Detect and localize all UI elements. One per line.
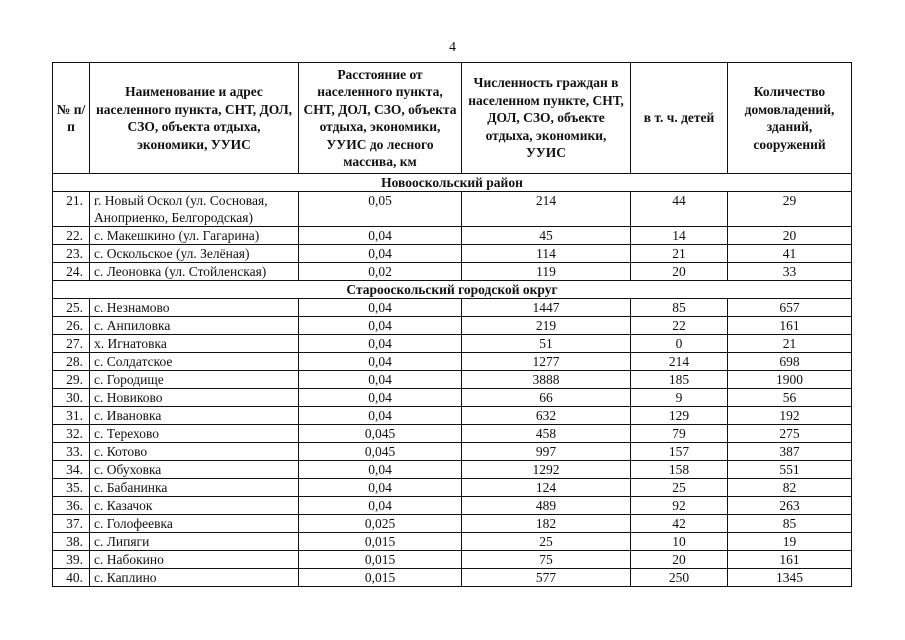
table-row xyxy=(53,497,852,515)
buildings-cell: 161 xyxy=(728,317,852,335)
buildings-cell: 161 xyxy=(728,551,852,569)
header-distance: Расстояние от населенного пункта, СНТ, ДОЛ, СЗО, объекта отдыха, экономики, УУИС до лесного массива, км xyxy=(299,63,462,174)
population-cell: 45 xyxy=(462,227,631,245)
settlement-name-cell: с. Голофеевка xyxy=(90,515,299,533)
population-cell: 1292 xyxy=(462,461,631,479)
distance-cell: 0,04 xyxy=(299,389,462,407)
settlement-name-cell: с. Оскольское (ул. Зелёная) xyxy=(90,245,299,263)
children-cell: 250 xyxy=(631,569,728,587)
children-cell: 79 xyxy=(631,425,728,443)
header-children: в т. ч. детей xyxy=(631,63,728,174)
children-cell: 20 xyxy=(631,551,728,569)
row-number-cell: 32. xyxy=(53,425,90,443)
table-body xyxy=(53,174,852,587)
buildings-cell: 192 xyxy=(728,407,852,425)
row-number-cell: 31. xyxy=(53,407,90,425)
buildings-cell: 21 xyxy=(728,335,852,353)
children-cell: 214 xyxy=(631,353,728,371)
children-cell: 20 xyxy=(631,263,728,281)
buildings-cell: 1345 xyxy=(728,569,852,587)
section-row xyxy=(53,281,852,299)
distance-cell: 0,05 xyxy=(299,192,462,227)
section-row xyxy=(53,174,852,192)
buildings-cell: 387 xyxy=(728,443,852,461)
buildings-cell: 263 xyxy=(728,497,852,515)
table-row xyxy=(53,192,852,227)
header-buildings: Количество домовладений, зданий, сооружений xyxy=(728,63,852,174)
page-number: 4 xyxy=(449,40,456,55)
population-cell: 182 xyxy=(462,515,631,533)
settlement-name-cell: с. Городище xyxy=(90,371,299,389)
settlement-name-cell: с. Бабанинка xyxy=(90,479,299,497)
population-cell: 75 xyxy=(462,551,631,569)
population-cell: 577 xyxy=(462,569,631,587)
settlement-name-cell: с. Ивановка xyxy=(90,407,299,425)
population-cell: 119 xyxy=(462,263,631,281)
distance-cell: 0,015 xyxy=(299,533,462,551)
table-row xyxy=(53,425,852,443)
settlement-name-cell: с. Новиково xyxy=(90,389,299,407)
children-cell: 158 xyxy=(631,461,728,479)
header-population: Численность граждан в населенном пункте, СНТ, ДОЛ, СЗО, объекте отдыха, экономики, УУИС xyxy=(462,63,631,174)
children-cell: 14 xyxy=(631,227,728,245)
row-number-cell: 36. xyxy=(53,497,90,515)
buildings-cell: 41 xyxy=(728,245,852,263)
row-number-cell: 40. xyxy=(53,569,90,587)
buildings-cell: 1900 xyxy=(728,371,852,389)
buildings-cell: 56 xyxy=(728,389,852,407)
distance-cell: 0,04 xyxy=(299,353,462,371)
table-row xyxy=(53,461,852,479)
population-cell: 25 xyxy=(462,533,631,551)
settlements-table xyxy=(52,62,852,587)
distance-cell: 0,015 xyxy=(299,551,462,569)
row-number-cell: 34. xyxy=(53,461,90,479)
population-cell: 1447 xyxy=(462,299,631,317)
population-cell: 51 xyxy=(462,335,631,353)
children-cell: 25 xyxy=(631,479,728,497)
row-number-cell: 39. xyxy=(53,551,90,569)
children-cell: 9 xyxy=(631,389,728,407)
settlement-name-cell: с. Липяги xyxy=(90,533,299,551)
table-row xyxy=(53,569,852,587)
row-number-cell: 29. xyxy=(53,371,90,389)
table-row xyxy=(53,227,852,245)
row-number-cell: 23. xyxy=(53,245,90,263)
row-number-cell: 38. xyxy=(53,533,90,551)
distance-cell: 0,04 xyxy=(299,245,462,263)
distance-cell: 0,04 xyxy=(299,497,462,515)
settlement-name-cell: г. Новый Оскол (ул. Сосновая, Аноприенко, Белгородская) xyxy=(90,192,299,227)
row-number-cell: 28. xyxy=(53,353,90,371)
distance-cell: 0,025 xyxy=(299,515,462,533)
table-row xyxy=(53,533,852,551)
table-row xyxy=(53,263,852,281)
row-number-cell: 35. xyxy=(53,479,90,497)
population-cell: 3888 xyxy=(462,371,631,389)
population-cell: 219 xyxy=(462,317,631,335)
buildings-cell: 33 xyxy=(728,263,852,281)
population-cell: 997 xyxy=(462,443,631,461)
table-row xyxy=(53,389,852,407)
distance-cell: 0,04 xyxy=(299,461,462,479)
settlement-name-cell: с. Обуховка xyxy=(90,461,299,479)
population-cell: 214 xyxy=(462,192,631,227)
population-cell: 124 xyxy=(462,479,631,497)
header-number: № п/п xyxy=(53,63,90,174)
distance-cell: 0,04 xyxy=(299,407,462,425)
children-cell: 129 xyxy=(631,407,728,425)
settlement-name-cell: с. Котово xyxy=(90,443,299,461)
children-cell: 0 xyxy=(631,335,728,353)
settlement-name-cell: с. Леоновка (ул. Стойленская) xyxy=(90,263,299,281)
children-cell: 44 xyxy=(631,192,728,227)
row-number-cell: 33. xyxy=(53,443,90,461)
buildings-cell: 657 xyxy=(728,299,852,317)
settlement-name-cell: х. Игнатовка xyxy=(90,335,299,353)
children-cell: 10 xyxy=(631,533,728,551)
children-cell: 42 xyxy=(631,515,728,533)
settlement-name-cell: с. Солдатское xyxy=(90,353,299,371)
table-header-row xyxy=(53,63,852,174)
children-cell: 22 xyxy=(631,317,728,335)
buildings-cell: 85 xyxy=(728,515,852,533)
row-number-cell: 21. xyxy=(53,192,90,227)
row-number-cell: 24. xyxy=(53,263,90,281)
distance-cell: 0,02 xyxy=(299,263,462,281)
buildings-cell: 29 xyxy=(728,192,852,227)
children-cell: 21 xyxy=(631,245,728,263)
table-row xyxy=(53,443,852,461)
table-row xyxy=(53,479,852,497)
settlement-name-cell: с. Набокино xyxy=(90,551,299,569)
row-number-cell: 27. xyxy=(53,335,90,353)
population-cell: 632 xyxy=(462,407,631,425)
distance-cell: 0,04 xyxy=(299,479,462,497)
children-cell: 157 xyxy=(631,443,728,461)
settlement-name-cell: с. Казачок xyxy=(90,497,299,515)
row-number-cell: 25. xyxy=(53,299,90,317)
distance-cell: 0,04 xyxy=(299,335,462,353)
buildings-cell: 19 xyxy=(728,533,852,551)
settlement-name-cell: с. Незнамово xyxy=(90,299,299,317)
buildings-cell: 82 xyxy=(728,479,852,497)
row-number-cell: 30. xyxy=(53,389,90,407)
table-row xyxy=(53,551,852,569)
row-number-cell: 22. xyxy=(53,227,90,245)
population-cell: 66 xyxy=(462,389,631,407)
section-title: Новооскольский район xyxy=(53,174,852,192)
section-title: Старооскольский городской округ xyxy=(53,281,852,299)
settlement-name-cell: с. Макешкино (ул. Гагарина) xyxy=(90,227,299,245)
children-cell: 185 xyxy=(631,371,728,389)
buildings-cell: 698 xyxy=(728,353,852,371)
buildings-cell: 275 xyxy=(728,425,852,443)
table-row xyxy=(53,245,852,263)
table-row xyxy=(53,317,852,335)
table-row xyxy=(53,299,852,317)
buildings-cell: 20 xyxy=(728,227,852,245)
table-row xyxy=(53,407,852,425)
settlement-name-cell: с. Анпиловка xyxy=(90,317,299,335)
row-number-cell: 37. xyxy=(53,515,90,533)
table-row xyxy=(53,515,852,533)
distance-cell: 0,04 xyxy=(299,227,462,245)
distance-cell: 0,015 xyxy=(299,569,462,587)
children-cell: 85 xyxy=(631,299,728,317)
settlement-name-cell: с. Каплино xyxy=(90,569,299,587)
distance-cell: 0,045 xyxy=(299,425,462,443)
population-cell: 489 xyxy=(462,497,631,515)
header-name-address: Наименование и адрес населенного пункта, СНТ, ДОЛ, СЗО, объекта отдыха, экономики, УУИС xyxy=(90,63,299,174)
table-row xyxy=(53,335,852,353)
table-row xyxy=(53,353,852,371)
distance-cell: 0,04 xyxy=(299,371,462,389)
settlement-name-cell: с. Терехово xyxy=(90,425,299,443)
distance-cell: 0,04 xyxy=(299,299,462,317)
distance-cell: 0,045 xyxy=(299,443,462,461)
population-cell: 458 xyxy=(462,425,631,443)
row-number-cell: 26. xyxy=(53,317,90,335)
population-cell: 114 xyxy=(462,245,631,263)
population-cell: 1277 xyxy=(462,353,631,371)
children-cell: 92 xyxy=(631,497,728,515)
buildings-cell: 551 xyxy=(728,461,852,479)
distance-cell: 0,04 xyxy=(299,317,462,335)
table-row xyxy=(53,371,852,389)
